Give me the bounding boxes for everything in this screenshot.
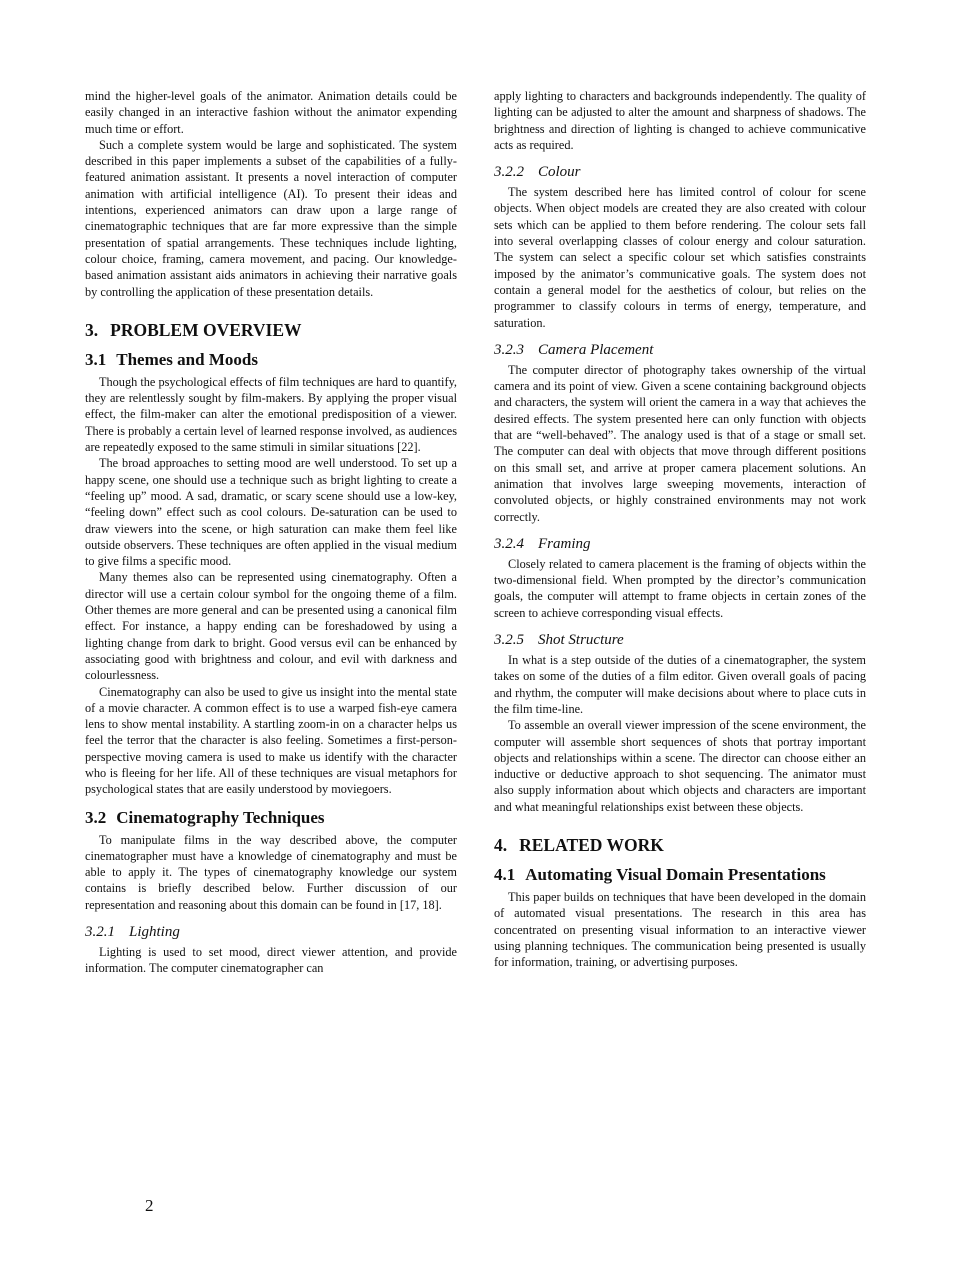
paragraph: To assemble an overall viewer impression of the scene environment, the computer will assemble short sequences of shots that portray important objects and relationships within a scene. The director can choose either an inductive or deductive approach to shot sequencing. The animator must also supply information about which objects and characters are important and what meaningful relationships exist between these objects. <box>494 718 866 814</box>
paragraph: mind the higher-level goals of the animator. Animation details could be easily changed in an interactive fashion without the animator expending much time or effort. <box>85 89 457 136</box>
paragraph: The computer director of photography takes ownership of the virtual camera and its point of view. Given a scene containing background objects and characters, the system will orient the camera in a way that achieves the desired effects. The system presented here can only function with objects that are “well-behaved”. The analogy used is that of a stage or small set. The computer can deal with objects that move through different positions on this small set, and arrive at proper camera placement solutions. An animation that involves large sweeping movements, interaction of convoluted objects, or highly constrained environments may not work correctly. <box>494 362 866 524</box>
right-column <box>494 88 866 970</box>
left-column <box>85 88 457 977</box>
section-heading: 4. RELATED WORK <box>494 834 664 855</box>
subsubsection-heading: 3.2.2 Colour <box>494 164 581 181</box>
paragraph: To manipulate films in the way described above, the computer cinematographer must have a knowledge of cinematography and must be able to apply it. The types of cinematography knowledge our system contains is briefly described below. Further discussion of our representation and reasoning about this domain can be found in [17, 18]. <box>85 832 457 912</box>
subsection-heading: 3.1 Themes and Moods <box>85 349 258 369</box>
subsubsection-heading: 3.2.5 Shot Structure <box>494 632 624 649</box>
paragraph: Closely related to camera placement is the framing of objects within the two-dimensional field. When prompted by the director’s communication goals, the computer will attempt to frame objects in certain zones of the screen to achieve corresponding visual effects. <box>494 556 866 620</box>
paragraph: Cinematography can also be used to give us insight into the mental state of a movie character. A common effect is to use a warped fish-eye camera lens to show mental instability. A startling zoom-in on a character helps us feel the terror that the character is also feeling. Sometimes a first-person-perspective moving camera is used to make us identify with the character who is fleeing for her life. All of these techniques are visual metaphors for psychological states that are easily understood by moviegoers. <box>85 684 457 797</box>
paragraph: Lighting is used to set mood, direct viewer attention, and provide information. The computer cinematographer can <box>85 945 457 976</box>
subsection-heading: 4.1 Automating Visual Domain Presentations <box>494 864 826 884</box>
section-heading: 3. PROBLEM OVERVIEW <box>85 319 302 340</box>
page-number: 2 <box>145 1196 154 1215</box>
paragraph: The broad approaches to setting mood are well understood. To set up a happy scene, one should use a technique such as bright lighting to create a “feeling up” mood. A sad, dramatic, or scary scene should use a low-key, “feeling down” effect such as cool colours. De-saturation can be used to draw viewers into the scene, or high saturation can make them feel like outside observers. These techniques are often applied in the visual medium to give films a specific mood. <box>85 456 457 569</box>
paragraph: apply lighting to characters and backgrounds independently. The quality of lighting can be adjusted to alter the amount and sharpness of shadows. The brightness and direction of lighting is changed to achieve communicative acts as required. <box>494 89 866 152</box>
paragraph: Many themes also can be represented using cinematography. Often a director will use a certain colour symbol for the ongoing theme of a film. Other themes are more general and can be presented using a canonical film effect. For instance, a happy ending can be foreshadowed by using a lighting change from dark to bright. Good versus evil can be enhanced by associating good with brightness and colour, and evil with darkness and colourlessness. <box>85 570 457 683</box>
paragraph: In what is a step outside of the duties of a cinematographer, the system takes on some of the duties of a film editor. Given overall goals of pacing and rhythm, the computer will make decisions about where to place cuts in the film time-line. <box>494 653 866 716</box>
paragraph: Though the psychological effects of film techniques are hard to quantify, they are relentlessly sought by film-makers. By applying the proper visual effect, the film-maker can alter the emotional predisposition of a viewer. There is probably a certain level of learned response involved, as audiences are repeatedly exposed to the same stimuli in similar situations [22]. <box>85 374 457 455</box>
paragraph: The system described here has limited control of colour for scene objects. When object models are created they are also created with colour sets which can be applied to them before rendering. The colour sets fall into several overlapping classes of colour energy and colour saturation. The system can select a specific colour set which satisfies constraints imposed by the animator’s communicative goals. The system does not contain a general model for the aesthetics of colour, but relies on the programmer to classify colours in terms of energy, temperature, and saturation. <box>494 185 866 330</box>
subsubsection-heading: 3.2.4 Framing <box>494 535 591 552</box>
subsubsection-heading: 3.2.1 Lighting <box>85 924 180 941</box>
subsection-heading: 3.2 Cinematography Techniques <box>85 807 325 827</box>
paragraph: Such a complete system would be large and sophisticated. The system described in this paper implements a subset of the capabilities of a fully-featured animation assistant. It presents a novel interaction of computer animation with artificial intelligence (AI). To present their ideas and intentions, experienced animators can draw upon a large range of cinematographic techniques that are far more expressive than the simple presentation of spatial arrangements. These techniques include lighting, colour choice, framing, camera movement, and pacing. Our knowledge-based animation assistant aids animators in achieving their narrative goals by controlling the application of these presentation details. <box>85 137 457 299</box>
paragraph: This paper builds on techniques that have been developed in the domain of automated visual presentations. The research in this area has concentrated on presenting visual information to an interactive viewer using planning techniques. The communication being presented is usually for information, training, or advertising purposes. <box>494 889 866 970</box>
subsubsection-heading: 3.2.3 Camera Placement <box>494 341 654 358</box>
